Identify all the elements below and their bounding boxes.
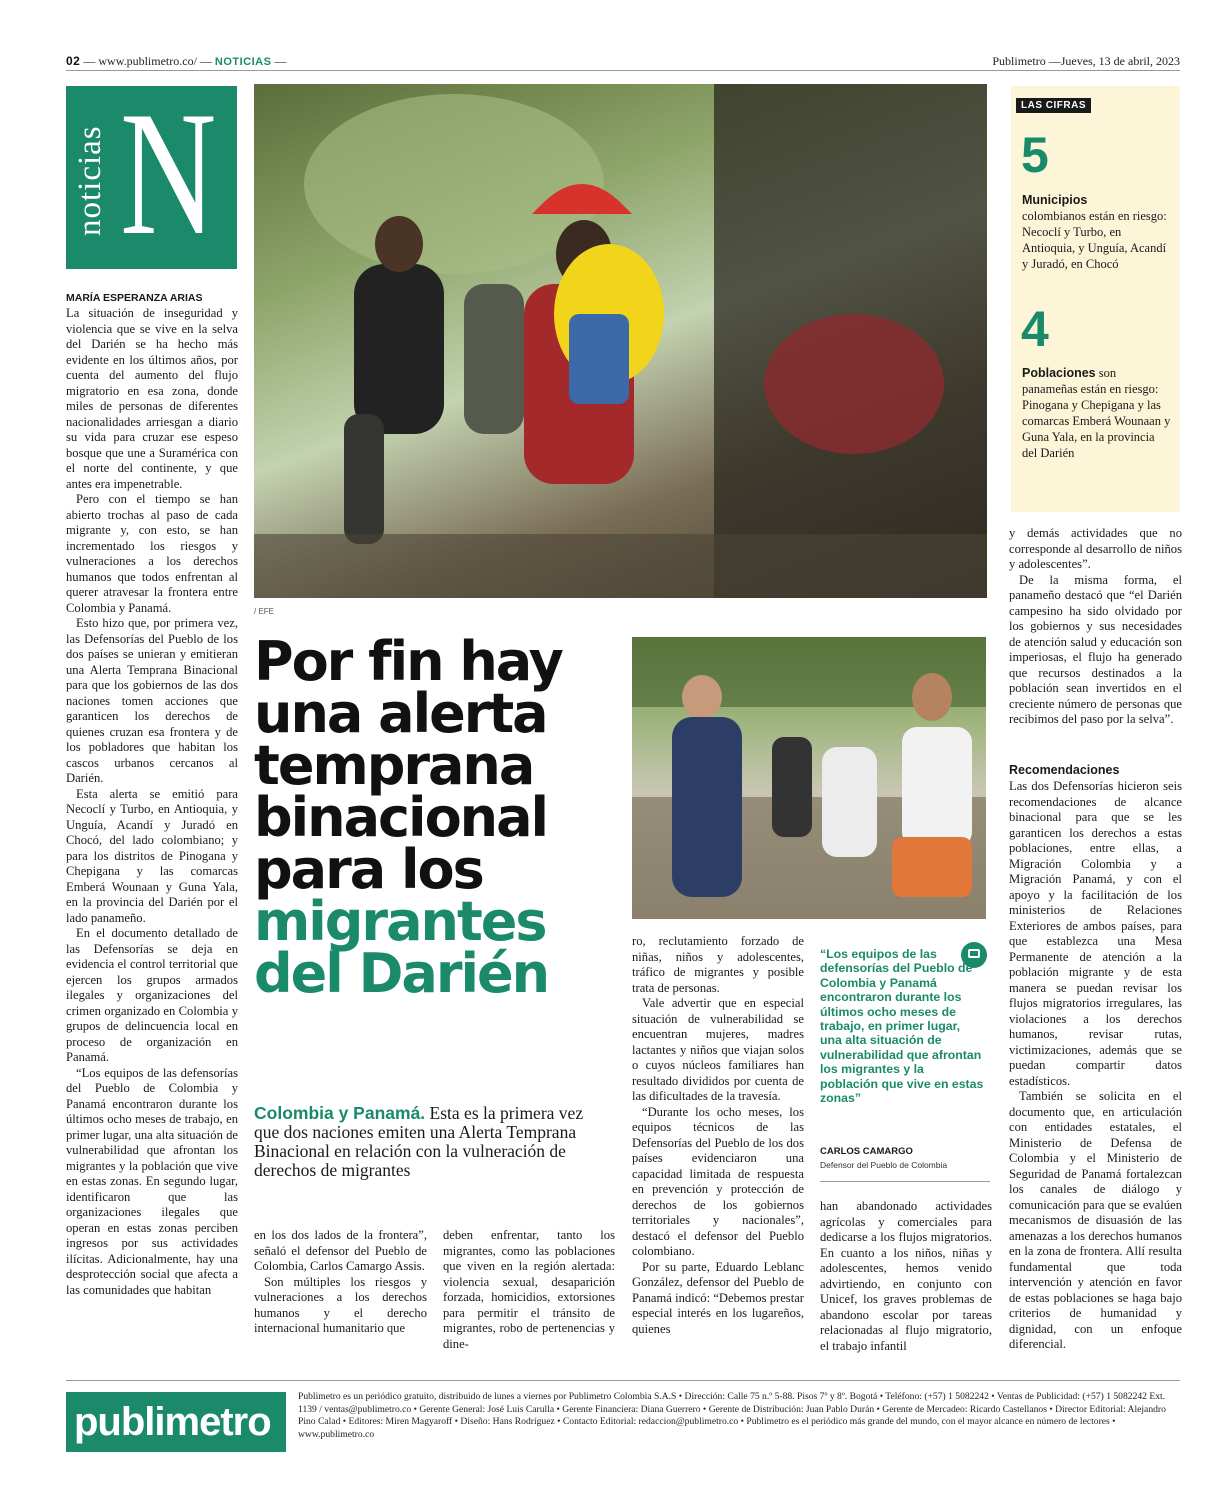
paragraph: Son múltiples los riesgos y vulneraciones a los derechos humanos y el derecho internacional humanitario que: [254, 1274, 427, 1335]
quote-author-role: Defensor del Pueblo de Colombia: [820, 1160, 948, 1170]
article-column-3: [443, 1228, 615, 1352]
headline-main: Por fin hay una alerta temprana binacional para los: [254, 630, 562, 901]
section-word: noticias: [72, 125, 108, 236]
section-badge: [66, 86, 237, 269]
paragraph: “Durante los ocho meses, los equipos técnicos de las Defensorías del Pueblo de los dos países evidenciaron una capacidad limitada de respuesta en prevención y protección de derechos de los gobiernos territoriales y nacionales”, destacó el defensor del Pueblo colombiano.: [632, 1104, 804, 1258]
deck: Colombia y Panamá. Esta es la primera vez que dos naciones emiten una Alerta Temprana Binacional en relación con la vulneración de derechos de migrantes: [254, 1103, 584, 1180]
footer-rule: [66, 1380, 1180, 1381]
article-column-5: [820, 1199, 992, 1354]
article-column-2: [254, 1228, 427, 1337]
paragraph: De la misma forma, el panameño destacó que “el Darién campesino ha sido olvidado por los gobiernos y sus necesidades de atención salud y educación son imperiosas, el flujo ha generado que recursos destinados a la población sean invertidos en el creciente número de personas que recibimos del paso por la selva”.: [1009, 572, 1182, 726]
page-header-left: 02 — www.publimetro.co/ — NOTICIAS —: [66, 54, 287, 68]
paragraph: Esta alerta se emitió para Necoclí y Turbo, en Antioquia, y Unguía, Acandí y Juradó en Chocó, del lado colombiano; y para los distritos de Pinogana y Chepigana y las comarcas Emberá Wounaan y Guna Yala, en la provincia del Darién por el lado panameño.: [66, 786, 238, 925]
paragraph: También se solicita en el documento que, en articulación con entidades estatales, el Ministerio de Defensa de Colombia y el Ministerio de Seguridad de Panamá fortalezcan los canales de diálogo y comunicación para que se evalúen mecanismos de disuasión de las amenazas a los derechos humanos en la zona de frontera. Allí resulta fundamental que toda intervención y atención en favor de estas poblaciones se haga bajo criterios de humanidad y dignidad, con un enfoque diferencial.: [1009, 1089, 1182, 1351]
paragraph: Las dos Defensorías hicieron seis recomendaciones de alcance binacional para que se les garanticen los derechos a estas poblaciones, entre ellas, a Migración Colombia y a Migración Panamá, y con el apoyo y la facilitación de los ministerios de Relaciones Exteriores de ambos países, para que establezca una Mesa Permanente de atención a la población migrante y de esta manera se puedan revisar los flujos migratorios irregulares, las violaciones a los derechos humanos, revisar rutas, victimizaciones, además que se puedan compartir datos estadísticos.: [1009, 779, 1182, 1088]
headline: [254, 630, 624, 1005]
article-column-4: [632, 934, 804, 1337]
globe-icon: [76, 1467, 104, 1495]
article-column-6: [1009, 526, 1182, 728]
paragraph: han abandonado actividades agrícolas y comerciales para dedicarse a los flujos migratorios. En cuanto a los niños, niñas y adolescentes, hemos venido advirtiendo, en conjunto con Unicef, los graves problemas de abandono escolar por tareas relacionadas al flujo migratorio, el trabajo infantil: [820, 1199, 992, 1353]
stats-tag: LAS CIFRAS: [1016, 98, 1091, 113]
stat-text-2: Poblaciones son panameñas están en riesgo: Pinogana y Chepigana y las comarcas Emberá Wounaan y Guna Yala, en la provincia del Darién: [1022, 366, 1171, 460]
paragraph: deben enfrentar, tanto los migrantes, como las poblaciones que viven en la región alertada: violencia sexual, desaparición forzada, homicidios, extorsiones para permitir el tránsito de migrantes, robo de pertenencias y dine-: [443, 1228, 615, 1351]
stat-number-1: 5: [1021, 127, 1049, 183]
paragraph: “Los equipos de las defensorías del Pueblo de Colombia y Panamá encontraron durante los últimos ocho meses de trabajo, en primer lugar, una alta situación de vulnerabilidad que afrontan los migrantes y la población que vive en estas zonas. En segundo lugar, identificaron que las organizaciones ilegales que operan en estas zonas perciben ingresos por sus actividades ilícitas. Adicionalmente, hay una desprotección social que afecta a las comunidades que habitan: [66, 1065, 238, 1297]
secondary-photo-officials: [632, 637, 986, 919]
photo-credit: / EFE: [254, 607, 275, 616]
paragraph: Pero con el tiempo se han abierto trochas al paso de cada migrante y, con esto, se han incrementado los riesgos y vulneraciones a los derechos humanos que todos enfrentan al querer atravesar la frontera entre Colombia y Panamá.: [66, 492, 238, 615]
main-photo-migrants: [254, 84, 987, 598]
paragraph: Por su parte, Eduardo Leblanc González, defensor del Pueblo de Panamá indicó: “Debemos prestar especial interés en los lugareños, quienes: [632, 1259, 804, 1336]
paragraph: En el documento detallado de las Defensorías se deja en evidencia el control territorial que ejercen los grupos armados ilegales y organizaciones del crimen organizado en Colombia y grupos de delincuencia local en proceso de organización en Panamá.: [66, 926, 238, 1064]
stat-number-2: 4: [1021, 301, 1049, 357]
pull-quote: “Los equipos de las defensorías del Pueblo de Colombia y Panamá encontraron durante los últimos ocho meses de trabajo, en primer lugar, una alta situación de vulnerabilidad que afrontan los migrantes y la población que vive en estas zonas”: [820, 947, 984, 1106]
quote-rule: [820, 1181, 990, 1182]
paragraph: Esto hizo que, por primera vez, las Defensorías del Pueblo de los dos países se unieran y emitieran una Alerta Temprana Binacional para que los gobiernos de las dos naciones tomen acciones que garanticen los derechos de quienes cruzan esa frontera y de los pobladores que habitan los cascos urbanos cercanos al Darién.: [66, 616, 238, 785]
subhead-recomendaciones: Recomendaciones: [1009, 763, 1120, 777]
imprint-text: Publimetro es un periódico gratuito, distribuido de lunes a viernes por Publimetro Colombia S.A.S • Dirección: Calle 75 n.º 5-88. Pisos 7º y 8º. Bogotá • Teléfono: (+57) 1 5082242 • Ventas de Publicidad: (+57) 1 5082242 Ext. 1139 / ventas@publimetro.co • Gerente General: José Luis Carulla • Gerente Financiera: Diana Guerrero • Gerente de Distribución: Juan Pablo Durán • Gerente de Mercadeo: Ricardo Castellanos • Director Editorial: Alejandro Pino Calad • Editores: Miren Magyaroff • Diseño: Hans Rodríguez • Contacto Editorial: redaccion@publimetro.co • Publimetro es el periódico más grande del mundo, con el mayor alcance en número de lectores • www.publimetro.co: [298, 1391, 1166, 1440]
paragraph: ro, reclutamiento forzado de niñas, niños y adolescentes, tráfico de migrantes y posible trata de personas.: [632, 934, 804, 995]
article-column-6-bottom: [1009, 779, 1182, 1353]
section-letter: N: [120, 86, 217, 269]
quote-author: CARLOS CAMARGO: [820, 1146, 913, 1157]
headline-accent: migrantes del Darién: [254, 890, 549, 1005]
stat-text-1: Municipios colombianos están en riesgo: Necoclí y Turbo, en Antioquia, y Unguía, Acandí y Juradó, en Chocó: [1022, 193, 1167, 271]
header-rule: [66, 70, 1180, 71]
byline: MARÍA ESPERANZA ARIAS: [66, 292, 203, 304]
page-header-date: Publimetro —Jueves, 13 de abril, 2023: [992, 54, 1180, 68]
publimetro-logo: publimetro: [66, 1392, 286, 1452]
paragraph: en los dos lados de la frontera”, señaló el defensor del Pueblo de Colombia, Carlos Camargo Assis.: [254, 1228, 427, 1273]
paragraph: La situación de inseguridad y violencia que se vive en la selva del Darién se ha hecho más evidente en los últimos años, por cuenta del aumento del flujo migratorio en esa zona, donde miles de personas de diferentes nacionalidades arriesgan a diario su vida para cruzar ese espeso bosque que une a Suramérica con el norte del continente, y que antes era impenetrable.: [66, 306, 238, 491]
paragraph: Vale advertir que en especial situación de vulnerabilidad se encuentran mujeres, madres lactantes y niños que viajan solos o cuyos núcleos familiares han resultado divididos por cuenta de las dificultades de la travesía.: [632, 996, 804, 1103]
article-column-1: [66, 306, 238, 1298]
paragraph: y demás actividades que no corresponde al desarrollo de niños y adolescentes”.: [1009, 526, 1182, 571]
